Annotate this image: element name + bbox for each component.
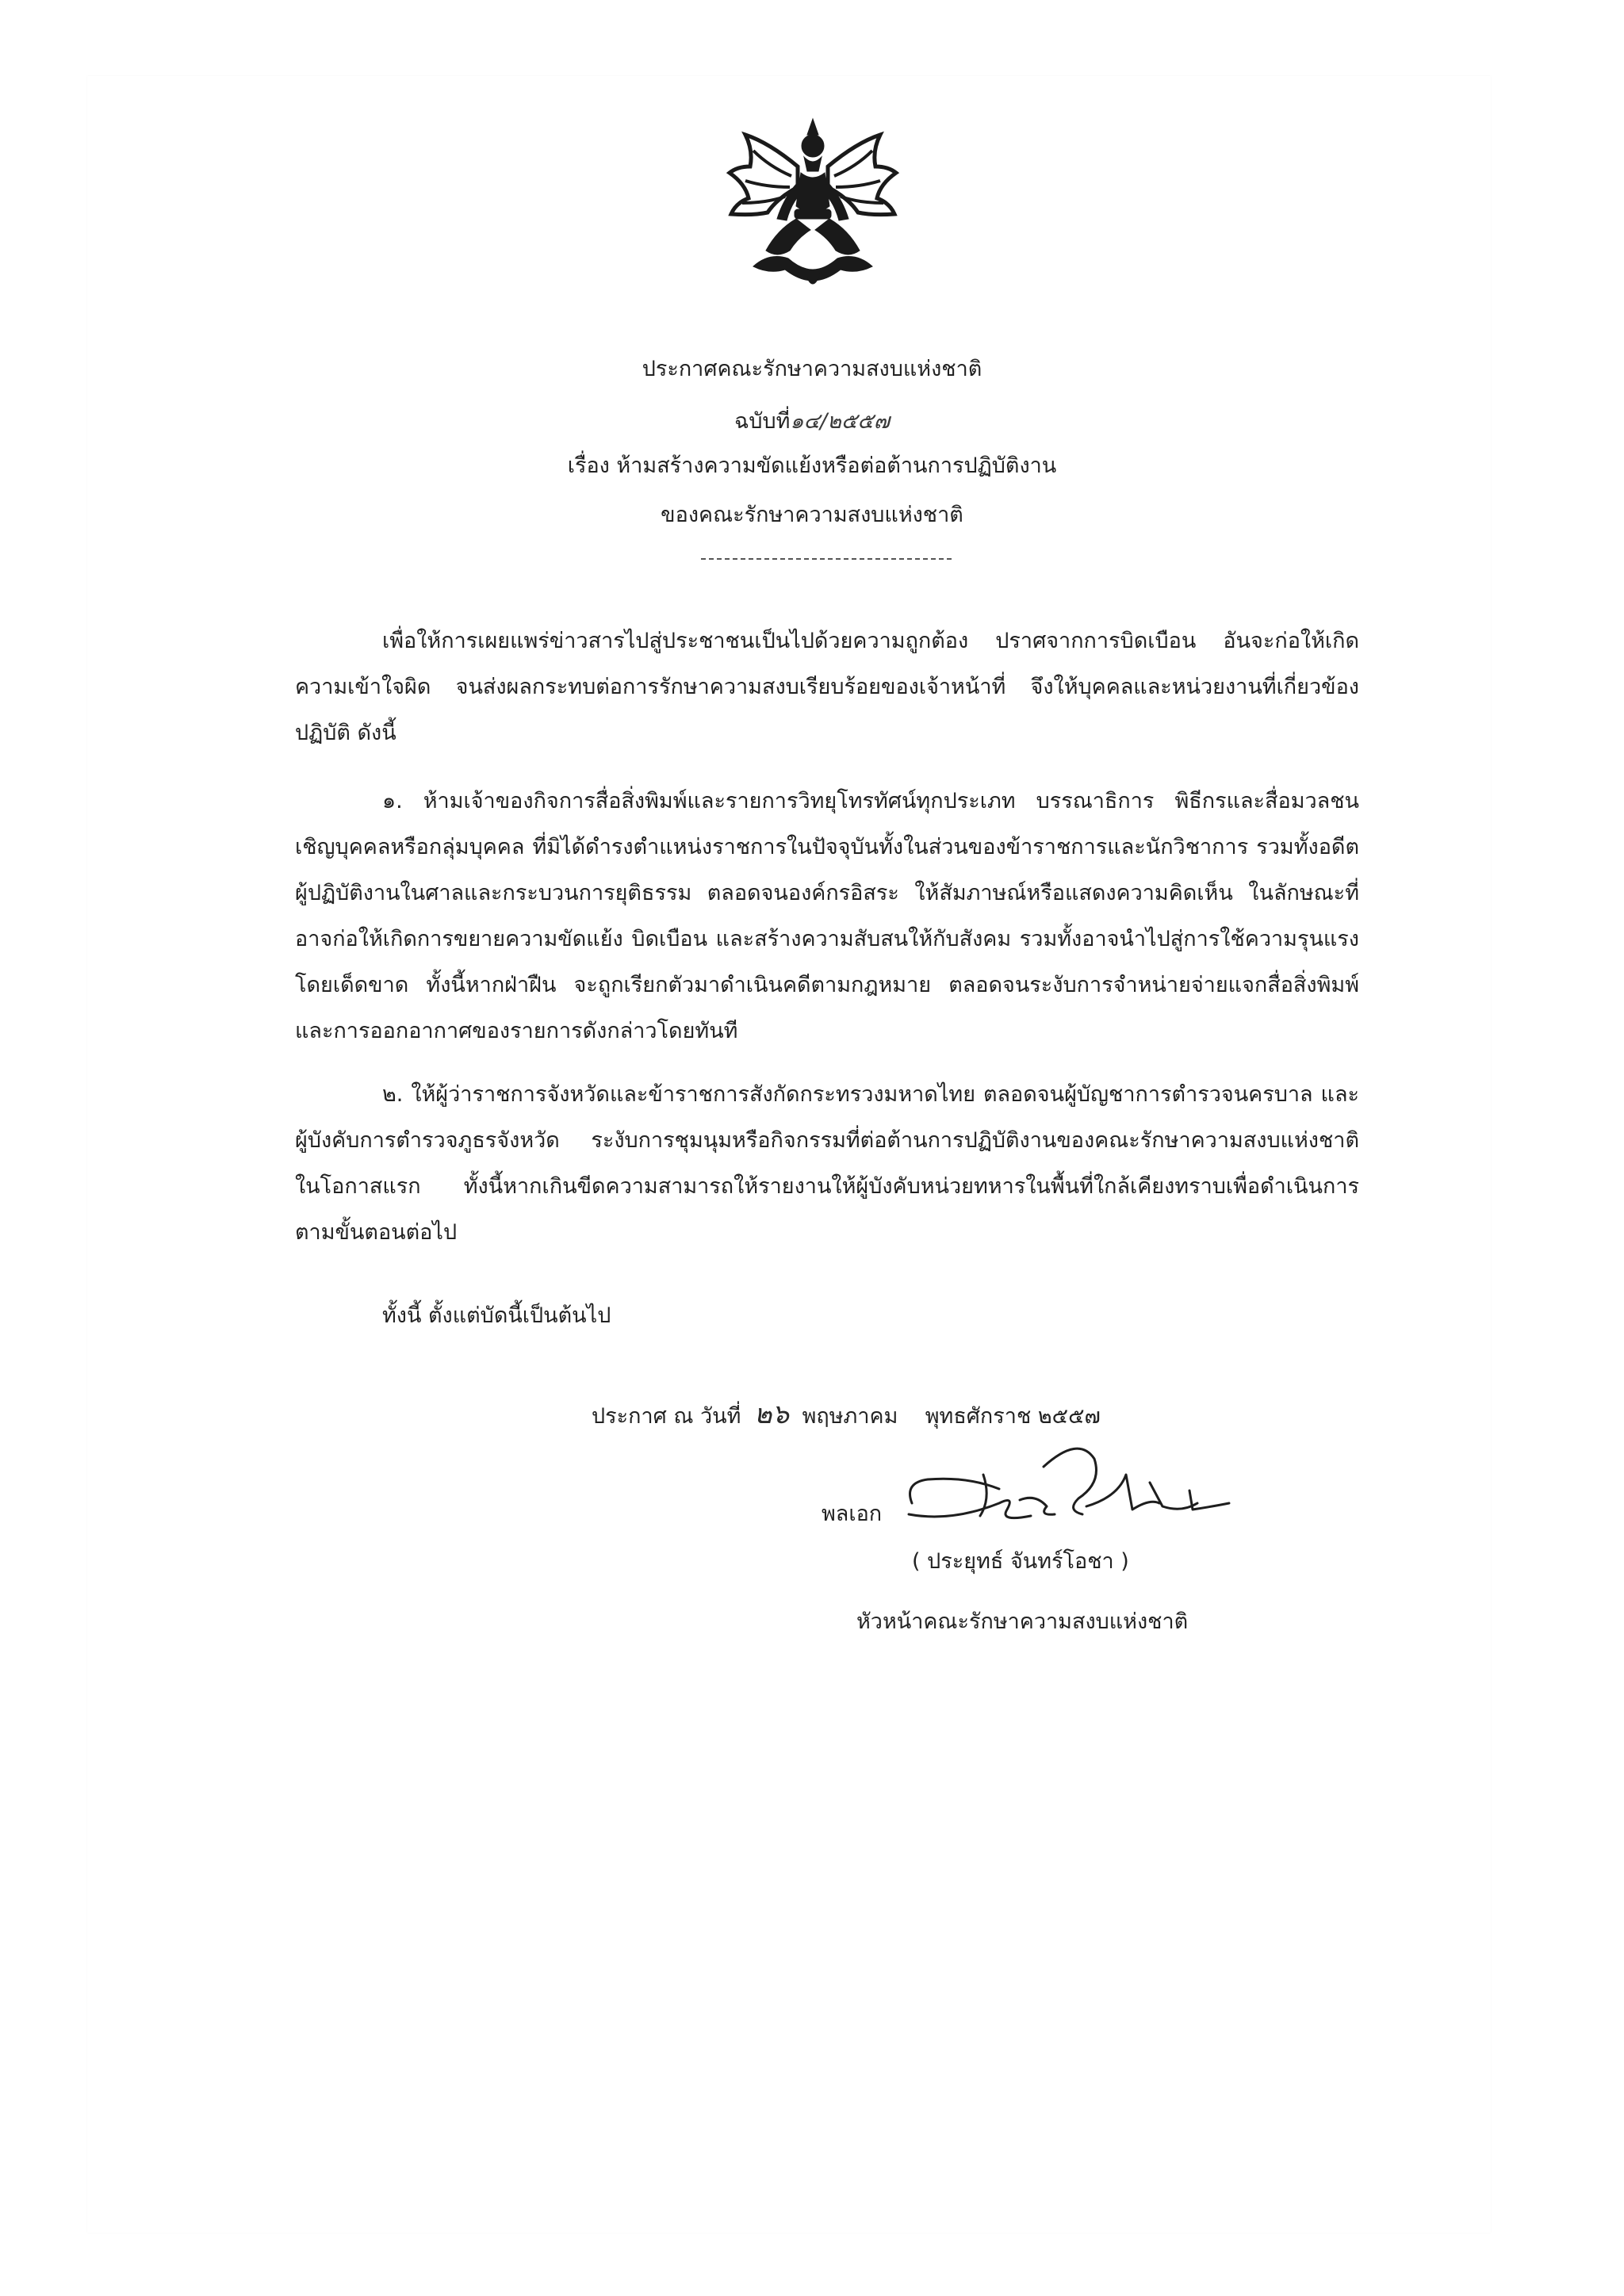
signer-title: หัวหน้าคณะรักษาความสงบแห่งชาติ (856, 1609, 1189, 1634)
declaration-month: พฤษภาคม (802, 1404, 898, 1429)
closing-statement: ทั้งนี้ ตั้งแต่บัดนี้เป็นต้นไป (382, 1303, 611, 1328)
number-prefix: ฉบับที่ (733, 409, 791, 434)
declaration-year: พุทธศักราช ๒๕๕๗ (925, 1404, 1101, 1429)
announcement-subject-line2: ของคณะรักษาความสงบแห่งชาติ (661, 503, 963, 527)
announcement-title: ประกาศคณะรักษาความสงบแห่งชาติ (642, 357, 982, 381)
number-value: ๑๔/๒๕๕๗ (790, 409, 891, 434)
item-1-paragraph (295, 779, 1359, 1054)
header-divider (701, 558, 952, 560)
intro-text: เพื่อให้การเผยแพร่ข่าวสารไปสู่ประชาชนเป็นไปด้วยความถูกต้อง ปราศจากการบิดเบือน อันจะก่อให้เกิดความเข้าใจผิด จนส่งผลกระทบต่อการรักษาความสงบเรียบร้อยของเจ้าหน้าที่ จึงให้บุคคลและหน่วยงานที่เกี่ยวข้องปฏิบัติ ดังนี้ (295, 629, 1359, 745)
announcement-subject: เรื่อง ห้ามสร้างความขัดแย้งหรือต่อต้านการปฏิบัติงาน (567, 453, 1057, 478)
declaration-day: ๒๖ (754, 1399, 790, 1430)
item-2-text: ๒. ให้ผู้ว่าราชการจังหวัดและข้าราชการสังกัดกระทรวงมหาดไทย ตลอดจนผู้บัญชาการตำรวจนครบาล และผู้บังคับการตำรวจภูธรจังหวัด ระงับการชุมนุมหรือกิจกรรมที่ต่อต้านการปฏิบัติงานของคณะรักษาความสงบแห่งชาติในโอกาสแรก ทั้งนี้หากเกินขีดความสามารถให้รายงานให้ผู้บังคับหน่วยทหารในพื้นที่ใกล้เคียงทราบเพื่อดำเนินการตามขั้นตอนต่อไป (295, 1082, 1359, 1245)
signer-rank: พลเอก (822, 1502, 883, 1526)
handwritten-signature (880, 1427, 1245, 1546)
announcement-number (0, 406, 1624, 438)
garuda-emblem (722, 111, 904, 301)
intro-paragraph (295, 618, 1359, 756)
item-2-paragraph (295, 1072, 1359, 1256)
signer-name: ( ประยุทธ์ จันทร์โอชา ) (912, 1549, 1129, 1574)
declaration-prefix: ประกาศ ณ วันที่ (592, 1404, 741, 1429)
item-1-text: ๑. ห้ามเจ้าของกิจการสื่อสิ่งพิมพ์และรายการวิทยุโทรทัศน์ทุกประเภท บรรณาธิการ พิธีกรและสื่อมวลชน เชิญบุคคลหรือกลุ่มบุคคล ที่มิได้ดำรงตำแหน่งราชการในปัจจุบันทั้งในส่วนของข้าราชการและนักวิชาการ รวมทั้งอดีตผู้ปฏิบัติงานในศาลและกระบวนการยุติธรรม ตลอดจนองค์กรอิสระ ให้สัมภาษณ์หรือแสดงความคิดเห็น ในลักษณะที่อาจก่อให้เกิดการขยายความขัดแย้ง บิดเบือน และสร้างความสับสนให้กับสังคม รวมทั้งอาจนำไปสู่การใช้ความรุนแรงโดยเด็ดขาด ทั้งนี้หากฝ่าฝืน จะถูกเรียกตัวมาดำเนินคดีตามกฎหมาย ตลอดจนระงับการจำหน่ายจ่ายแจกสื่อสิ่งพิมพ์และการออกอากาศของรายการดังกล่าวโดยทันที (295, 789, 1359, 1043)
